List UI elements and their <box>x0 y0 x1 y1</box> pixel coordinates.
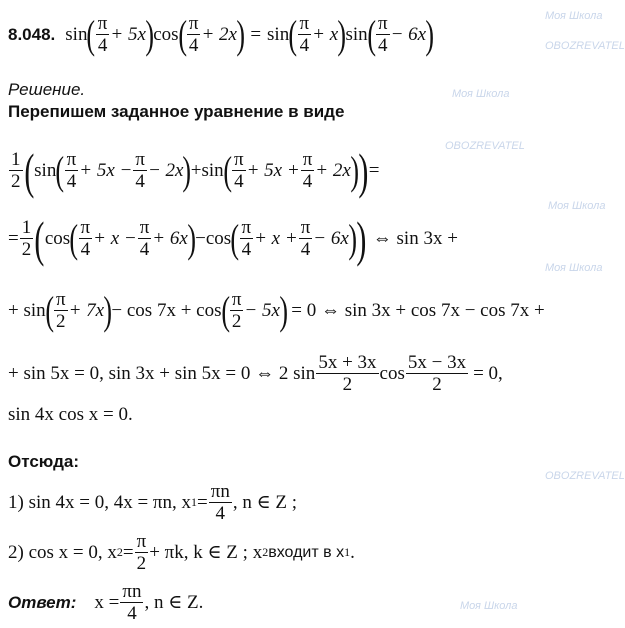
paren: ) <box>337 11 347 57</box>
paren: ( <box>55 147 65 193</box>
fraction: $\frac{5x + 3x}{2}$ <box>318 352 377 395</box>
term: x = <box>94 591 120 613</box>
fraction-half: $\frac{1}{2}$ <box>21 217 32 260</box>
fraction: $\frac{\pi}{4}$ <box>66 149 77 192</box>
watermark: OBOZREVATEL <box>445 140 525 152</box>
cos-label: cos <box>153 23 179 45</box>
equation-line-4 <box>8 353 503 394</box>
paren: ( <box>367 11 376 57</box>
hence-label: Отсюда: <box>8 452 79 471</box>
term: + sin 5x = 0, sin 3x + sin 5x = 0 ⇔ 2 sin <box>8 362 316 384</box>
subscript: 2 <box>262 545 269 559</box>
term: + x + <box>254 227 298 249</box>
fraction: $\frac{\pi}{4}$ <box>139 217 150 260</box>
watermark: Моя Школа <box>452 88 510 100</box>
rewrite-text: Перепишем заданное уравнение в виде <box>8 102 345 121</box>
answer-line <box>8 582 203 623</box>
watermark: Моя Школа <box>545 10 603 22</box>
equation-line-5: sin 4x cos x = 0. <box>8 404 133 425</box>
equals: = <box>8 227 19 249</box>
fraction: $\frac{\pi}{4}$ <box>300 217 311 260</box>
equation-line-3 <box>8 287 545 333</box>
fraction: $\frac{\pi}{4}$ <box>97 13 108 56</box>
watermark: Моя Школа <box>460 600 518 612</box>
watermark: Моя Школа <box>548 200 606 212</box>
sin-label: sin <box>201 159 224 181</box>
subscript: 2 <box>116 545 123 559</box>
case-1 <box>8 482 297 523</box>
fraction: $\frac{5x - 3x}{2}$ <box>407 352 467 395</box>
term: + 2x <box>315 159 351 181</box>
paren: ) <box>350 147 359 193</box>
watermark: OBOZREVATEL <box>545 40 625 52</box>
term: 1) sin 4x = 0, 4x = πn, x <box>8 491 192 513</box>
term: + 5x <box>110 23 146 45</box>
answer-label: Ответ: <box>8 592 77 612</box>
subscript: 1 <box>344 545 351 559</box>
paren: ( <box>69 215 79 261</box>
term: = 0 ⇔ sin 3x + cos 7x − cos 7x + <box>291 299 545 321</box>
sin-label: sin <box>345 23 368 45</box>
fraction: $\frac{\pi}{4}$ <box>241 217 252 260</box>
paren: ( <box>223 147 232 193</box>
term: ⇔ sin 3x + <box>372 227 458 249</box>
equals: = <box>122 541 134 563</box>
cos-label: cos <box>379 362 405 384</box>
paren: ( <box>177 11 187 57</box>
paren: ( <box>220 287 230 333</box>
solution-label: Решение. <box>8 80 86 99</box>
sin-label: sin <box>34 159 57 181</box>
equals: = <box>250 23 262 45</box>
fraction: $\frac{\pi}{2}$ <box>136 531 147 574</box>
paren: ( <box>288 11 298 57</box>
paren: ) <box>425 11 435 57</box>
term: 2) cos x = 0, x <box>8 541 117 563</box>
term: − 5x <box>244 299 280 321</box>
term: + 5x + <box>246 159 300 181</box>
plus: + <box>190 159 202 181</box>
watermark: OBOZREVATEL <box>545 470 625 482</box>
paren: ) <box>145 11 154 57</box>
term: + 6x <box>152 227 188 249</box>
subscript: 1 <box>191 495 198 509</box>
term: − 6x <box>313 227 349 249</box>
paren: ) <box>187 215 196 261</box>
term: + x <box>312 23 339 45</box>
paren: ( <box>230 215 240 261</box>
sin-label: sin <box>267 23 290 45</box>
paren: ) <box>348 215 357 261</box>
term: + 5x − <box>79 159 133 181</box>
equation-line-2 <box>8 210 458 267</box>
term: входит в x <box>268 543 345 561</box>
term: − 6x <box>390 23 427 45</box>
paren: ( <box>23 142 34 199</box>
paren: ( <box>44 287 54 333</box>
fraction: $\frac{\pi}{4}$ <box>135 149 145 192</box>
paren: ) <box>279 287 288 333</box>
paren: ) <box>358 142 369 199</box>
equals: = <box>368 159 380 181</box>
fraction-half: $\frac{1}{2}$ <box>11 149 21 192</box>
fraction: $\frac{\pi}{2}$ <box>55 289 66 332</box>
fraction: $\frac{\pi n}{4}$ <box>210 481 230 524</box>
problem-equation <box>8 11 435 57</box>
term: = 0, <box>473 362 503 384</box>
paren: ( <box>34 210 45 267</box>
paren: ( <box>86 11 96 57</box>
equals: = <box>197 491 208 513</box>
minus: − <box>195 227 206 249</box>
term: , n ∈ Z ; <box>232 492 298 513</box>
term: + 7x <box>68 299 105 321</box>
case-2 <box>8 532 355 573</box>
watermark: Моя Школа <box>545 262 603 274</box>
term: + sin <box>8 299 46 321</box>
term: + 2x <box>201 23 237 45</box>
fraction: $\frac{\pi}{2}$ <box>231 289 242 332</box>
equation-line-1 <box>8 142 380 199</box>
term: − 2x <box>147 159 184 181</box>
cos-label: cos <box>44 227 71 249</box>
cos-label: cos <box>205 227 232 249</box>
fraction: $\frac{\pi}{4}$ <box>80 217 91 260</box>
term: , n ∈ Z. <box>144 592 204 613</box>
paren: ) <box>356 210 367 267</box>
paren: ) <box>103 287 113 333</box>
term: . <box>350 541 355 563</box>
fraction: $\frac{\pi n}{4}$ <box>122 581 142 624</box>
fraction: $\frac{\pi}{4}$ <box>188 13 199 56</box>
paren: ) <box>182 147 192 193</box>
sin-label: sin <box>65 23 88 45</box>
term: + πk, k ∈ Z ; x <box>149 542 263 563</box>
term: + x − <box>93 227 137 249</box>
fraction: $\frac{\pi}{4}$ <box>234 149 244 192</box>
fraction: $\frac{\pi}{4}$ <box>378 13 388 56</box>
term: − cos 7x + cos <box>111 299 222 321</box>
problem-number: 8.048. <box>8 24 56 44</box>
paren: ) <box>236 11 245 57</box>
fraction: $\frac{\pi}{4}$ <box>299 13 310 56</box>
fraction: $\frac{\pi}{4}$ <box>302 149 313 192</box>
